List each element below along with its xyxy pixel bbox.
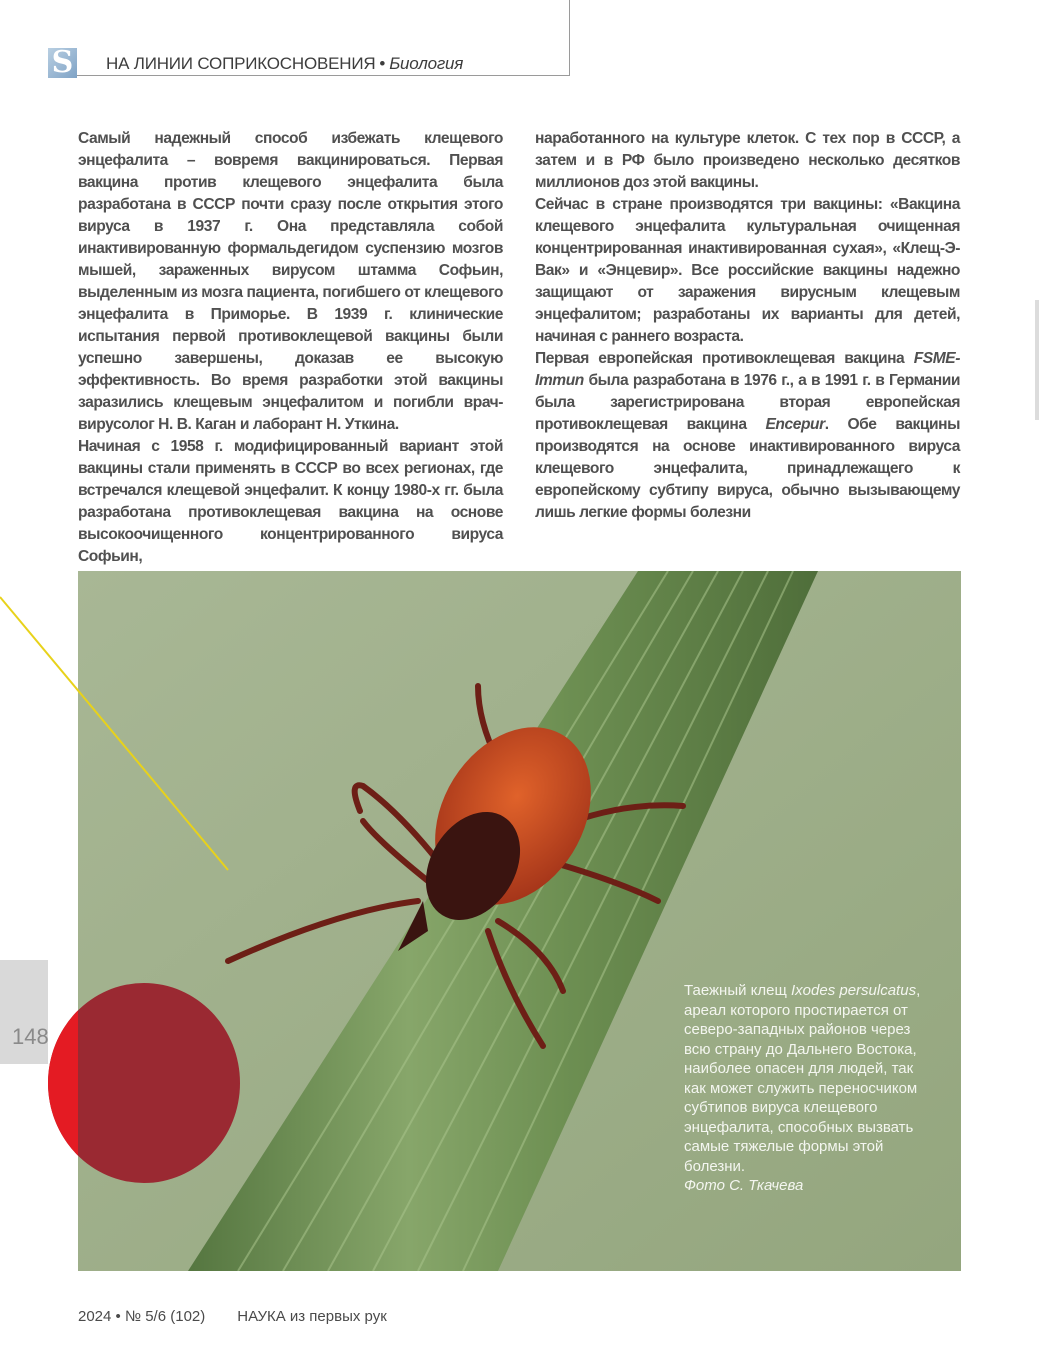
photo-credit: Фото С. Ткачева: [684, 1177, 804, 1194]
yellow-accent-line: [0, 0, 240, 880]
text-run: Первая европейская противоклещевая вакцина: [535, 350, 914, 367]
red-circle-highlight: [48, 983, 78, 1183]
issue-info: 2024 • № 5/6 (102): [78, 1308, 206, 1325]
paragraph: Самый надежный способ избежать клещевого энцефалита – вовремя вакцинироваться. Первая вакцина против клещевого энцефалита была разработана в СССР почти сразу после открытия этого вируса в 1937 г. Она представляла собой инактивированную формальдегидом суспензию мозгов мышей, зараженных вирусом штамма Софьин, выделенным из мозга пациента, погибшего от клещевого энцефалита в Приморье. В 1939 г. клинические испытания первой противоклещевой вакцины были успешно завершены, доказав ее высокую эффективность. Во время разработки этой вакцины заразились клещевым энцефалитом и погибли врач-вирусолог Н. В. Каган и лаборант Н. Уткина.: [78, 130, 503, 433]
vaccine-name: Encepur: [765, 416, 825, 433]
paragraph: [535, 348, 960, 524]
page-number: 148: [12, 1024, 49, 1049]
caption-prefix: Таежный клещ: [684, 982, 791, 999]
text-run: . Обе вакцины производятся на основе инактивированного вируса клещевого энцефалита, принадлежащего к европейскому субтипу вируса, обычно вызывающему лишь легкие формы болезни: [535, 416, 960, 521]
page-edge-tab: [1035, 300, 1039, 420]
caption-species: Ixodes persulcatus: [791, 982, 917, 999]
red-circle-decoration: [48, 983, 240, 1183]
section-name: НА ЛИНИИ СОПРИКОСНОВЕНИЯ: [106, 54, 376, 73]
paragraph: Начиная с 1958 г. модифицированный вариант этой вакцины стали применять в СССР во всех регионах, где встречался клещевой энцефалит. К концу 1980-х гг. была разработана противоклещевая вакцина на основе высокоочищенного концентрированного вируса Софьин,: [78, 438, 503, 565]
paragraph: наработанного на культуре клеток. С тех пор в СССР, а затем и в РФ было произведено несколько десятков миллионов доз этой вакцины.: [535, 130, 960, 191]
journal-name: НАУКА из первых рук: [237, 1308, 387, 1325]
article-column-right: [535, 128, 960, 524]
text-run: была разработана в 1976 г., а в 1991 г. в Германии была зарегистрирована вторая европейская противоклещевая вакцина: [535, 372, 960, 433]
vaccine-name: FSME-Immun: [535, 350, 960, 389]
paragraph: Сейчас в стране производятся три вакцины: «Вакцина клещевого энцефалита культуральная очищенная концентрированная инактивированная сухая», «Клещ-Э-Вак» и «Энцевир». Все российские вакцины надежно защищают от заражения вирусным клещевым энцефалитом; разработаны их варианты для детей, начиная с раннего возраста.: [535, 196, 960, 345]
section-separator: •: [379, 54, 386, 73]
caption-text: , ареал которого простирается от северо-западных районов через всю страну до Дальнего Востока, наиболее опасен для людей, так как может служить переносчиком субтипов вируса клещевого энцефалита, способных вызвать самые тяжелые формы этой болезни.: [684, 982, 921, 1175]
photo-caption: [684, 981, 934, 1196]
subsection-name: Биология: [389, 54, 464, 73]
journal-logo-icon: S: [48, 48, 77, 78]
footer: [78, 1308, 387, 1325]
